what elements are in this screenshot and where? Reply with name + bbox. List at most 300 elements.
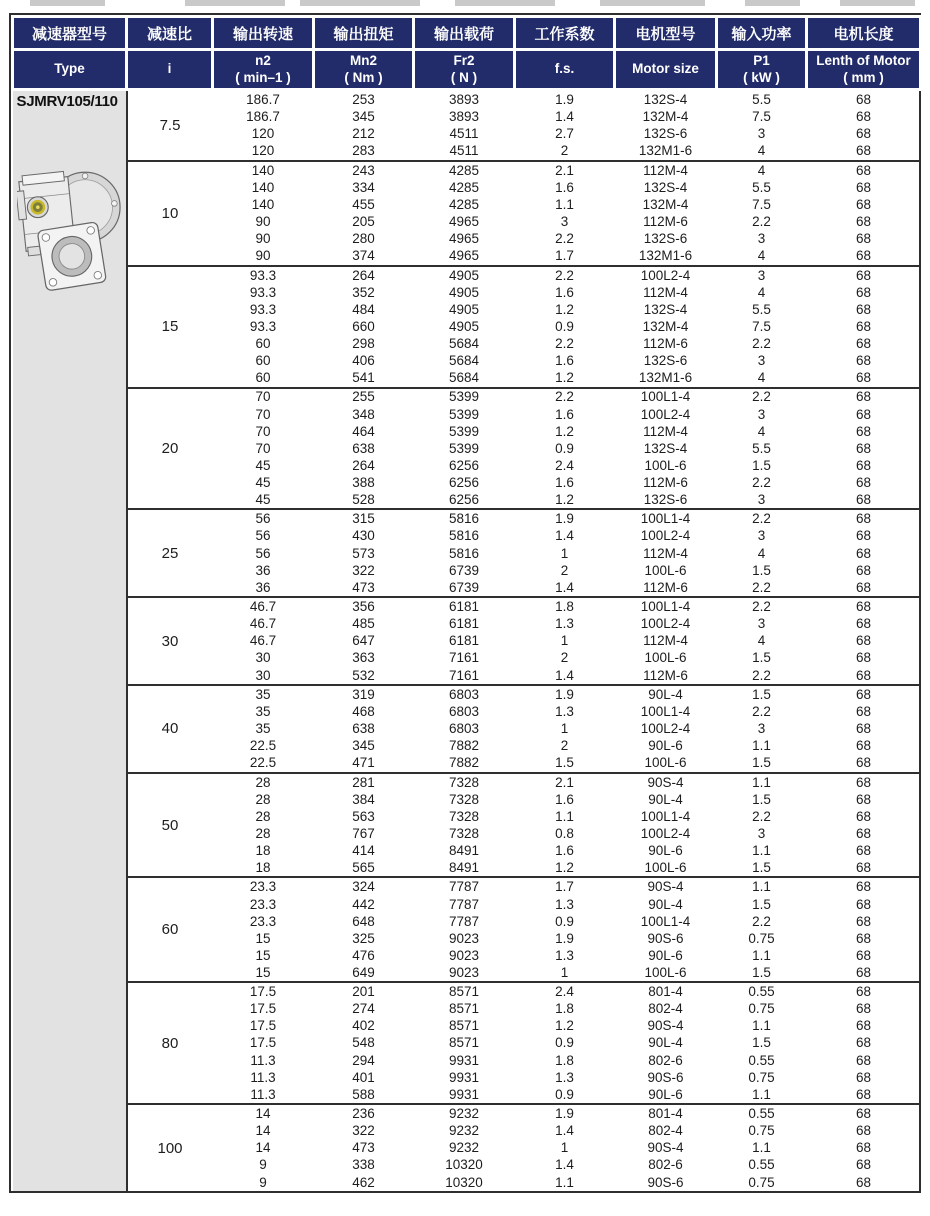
data-cell: 100L2-4 [640,825,691,841]
data-cell: 68 [807,266,921,284]
data-cell: 334 [352,179,375,195]
header-zh-col-2: 输出转速 [213,17,314,50]
data-cell: 325 [352,930,375,946]
data-cell: 6739 [448,562,480,578]
data-cell: 1.9 [515,685,615,703]
data-cell: 68 [855,126,872,142]
data-cell: 648 [352,913,375,929]
data-cell: 68 [855,1174,872,1190]
data-cell: 68 [807,1104,921,1122]
data-cell: 60 [255,370,271,386]
data-cell: 8571 [448,1018,480,1034]
data-cell: 647 [352,633,375,649]
data-cell: 100L1-4 [615,388,717,406]
data-cell: 112M-4 [615,161,717,179]
data-cell: 1.5 [752,791,771,807]
header-zh-col-4: 输出载荷 [414,17,515,50]
data-cell: 90S-6 [647,1174,684,1190]
data-cell: 9931 [448,1086,480,1102]
data-cell: 4285 [448,179,480,195]
data-cell: 485 [352,616,375,632]
data-cell: 2.7 [555,126,574,142]
data-cell: 3 [560,214,569,230]
data-cell: 100L2-4 [640,721,691,737]
data-cell: 112M-4 [643,423,688,439]
ratio-cell: 10 [127,161,213,266]
data-cell: 68 [855,808,872,824]
data-cell: 5816 [448,528,480,544]
data-cell: 4 [757,248,766,264]
ratio-cell: 40 [127,685,213,773]
data-cell: 5.5 [752,301,771,317]
data-cell: 1.8 [555,1001,574,1017]
data-cell: 532 [352,667,375,683]
data-cell: 68 [855,528,872,544]
header-zh-col-1: 减速比 [127,17,213,50]
data-cell: 201 [314,982,414,1000]
data-cell: 4905 [448,301,480,317]
header-en-col-5: f.s. [515,50,615,90]
data-cell: 68 [855,335,872,351]
data-cell: 68 [855,231,872,247]
data-cell: 100L1-4 [615,509,717,527]
data-cell: 68 [855,440,872,456]
table-row [13,266,921,284]
data-cell: 1.1 [752,1140,771,1156]
data-cell: 264 [352,457,375,473]
data-cell: 68 [855,633,872,649]
data-cell: 14 [255,1140,271,1156]
scan-artifact [840,0,915,6]
data-cell: 638 [352,721,375,737]
data-cell: 68 [855,457,872,473]
data-cell: 9023 [448,964,480,980]
data-cell: 298 [352,335,375,351]
data-cell: 1.2 [555,491,574,507]
data-cell: 363 [352,650,375,666]
header-en-col-4: Fr2 ( N ) [414,50,515,90]
data-cell: 4 [717,161,807,179]
data-cell: 100L-6 [644,964,687,980]
scan-artifact [600,0,705,6]
table-row [13,1104,921,1122]
data-cell: 8571 [448,1001,480,1017]
data-cell: 15 [255,930,271,946]
data-cell: 2.2 [555,231,574,247]
data-cell: 1.3 [555,947,574,963]
data-cell: 2.2 [752,579,771,595]
data-cell: 68 [855,179,872,195]
data-cell: 93.3 [249,318,277,334]
ratio-cell: 80 [127,982,213,1104]
data-cell: 100L-6 [644,562,687,578]
data-cell: 68 [855,860,872,876]
data-cell: 68 [855,352,872,368]
data-cell: 1.8 [515,597,615,615]
data-cell: 1.3 [555,896,574,912]
data-cell: 2.2 [515,388,615,406]
data-cell: 132M-4 [642,318,689,334]
data-cell: 0.75 [748,1174,775,1190]
data-cell: 3 [757,528,766,544]
data-cell: 4965 [448,231,480,247]
data-cell: 243 [314,161,414,179]
data-cell: 283 [352,143,375,159]
data-cell: 120 [251,143,275,159]
data-cell: 0.55 [748,1052,775,1068]
header-en-col-1: i [127,50,213,90]
ratio-cell: 25 [127,509,213,597]
data-cell: 801-4 [615,1104,717,1122]
data-cell: 281 [314,773,414,791]
data-cell: 6803 [448,721,480,737]
data-cell: 6739 [448,579,480,595]
data-cell: 1.1 [752,738,771,754]
data-cell: 4905 [448,284,480,300]
data-cell: 9232 [448,1123,480,1139]
data-cell: 5816 [448,545,480,561]
data-cell: 112M-6 [643,474,688,490]
table-row [13,509,921,527]
data-cell: 68 [855,721,872,737]
table-row [13,597,921,615]
data-cell: 7787 [448,896,480,912]
data-cell: 132S-4 [643,91,688,107]
data-cell: 132M1-6 [638,370,693,386]
data-cell: 2.2 [752,913,771,929]
data-cell: 1.2 [555,370,574,386]
data-cell: 1.5 [752,896,771,912]
data-cell: 46.7 [249,633,277,649]
data-cell: 68 [855,964,872,980]
data-cell: 5399 [448,406,480,422]
data-cell: 2.2 [752,335,771,351]
data-cell: 255 [314,388,414,406]
data-cell: 68 [855,913,872,929]
data-cell: 1.1 [752,947,771,963]
data-cell: 100L1-4 [640,913,691,929]
data-cell: 2.2 [717,597,807,615]
data-cell: 1.4 [555,528,574,544]
gearbox-product-image [13,149,126,310]
data-cell: 3 [757,406,766,422]
data-cell: 6803 [414,685,515,703]
data-cell: 36 [255,579,271,595]
data-cell: 28 [255,791,271,807]
data-cell: 9931 [448,1052,480,1068]
data-cell: 2.2 [555,335,574,351]
data-cell: 132S-4 [643,301,688,317]
data-cell: 0.9 [555,913,574,929]
data-cell: 68 [855,248,872,264]
header-zh-col-6: 电机型号 [615,17,717,50]
data-cell: 68 [807,982,921,1000]
data-cell: 7787 [414,877,515,895]
data-cell: 1.5 [752,964,771,980]
data-cell: 6256 [448,457,480,473]
data-cell: 6256 [448,491,480,507]
header-zh-col-3: 输出扭矩 [314,17,414,50]
data-cell: 1.2 [555,301,574,317]
data-cell: 68 [855,1140,872,1156]
data-cell: 93.3 [213,266,314,284]
data-cell: 68 [855,1052,872,1068]
data-cell: 9 [259,1157,267,1173]
data-cell: 345 [352,738,375,754]
data-cell: 100L1-4 [640,808,691,824]
data-cell: 573 [352,545,375,561]
data-cell: 649 [352,964,375,980]
ratio-cell: 60 [127,877,213,982]
data-cell: 2 [560,738,569,754]
data-cell: 1.4 [555,579,574,595]
data-cell: 68 [855,1001,872,1017]
data-cell: 100L-6 [644,755,687,771]
data-cell: 68 [855,474,872,490]
data-cell: 1.5 [752,755,771,771]
data-cell: 23.3 [249,896,277,912]
data-cell: 4511 [449,143,479,159]
data-cell: 4 [757,284,766,300]
data-cell: 70 [213,388,314,406]
spec-table-body [13,90,921,1192]
header-en-col-8: Lenth of Motor ( mm ) [807,50,921,90]
data-cell: 90L-4 [648,791,683,807]
data-cell: 9931 [448,1069,480,1085]
data-cell: 8491 [448,860,480,876]
data-cell: 0.9 [555,440,574,456]
data-cell: 9232 [448,1140,480,1156]
data-cell: 68 [855,650,872,666]
data-cell: 68 [855,143,872,159]
data-cell: 1.6 [555,352,574,368]
data-cell: 1.1 [717,773,807,791]
data-cell: 132S-6 [643,126,688,142]
data-cell: 7328 [448,808,480,824]
data-cell: 9232 [414,1104,515,1122]
data-cell: 90S-4 [647,1140,684,1156]
data-cell: 0.8 [555,825,574,841]
data-cell: 1.2 [555,423,574,439]
data-cell: 2.2 [515,266,615,284]
data-cell: 802-6 [648,1052,683,1068]
table-row [13,161,921,179]
data-cell: 100L2-4 [640,406,691,422]
data-cell: 473 [352,579,375,595]
data-cell: 356 [314,597,414,615]
data-cell: 1.1 [555,808,574,824]
data-cell: 35 [255,703,271,719]
header-en-col-0: Type [13,50,127,90]
data-cell: 68 [807,685,921,703]
data-cell: 0.75 [748,930,775,946]
data-cell: 22.5 [249,738,277,754]
data-cell: 468 [352,703,375,719]
data-cell: 18 [255,860,271,876]
data-cell: 0.55 [717,1104,807,1122]
data-cell: 68 [855,406,872,422]
data-cell: 14 [213,1104,314,1122]
table-row [13,982,921,1000]
data-cell: 68 [855,703,872,719]
header-zh-col-7: 输入功率 [717,17,807,50]
data-cell: 1.8 [555,1052,574,1068]
table-row [13,877,921,895]
data-cell: 68 [855,196,872,212]
data-cell: 112M-6 [643,667,688,683]
header-en-col-3: Mn2 ( Nm ) [314,50,414,90]
data-cell: 68 [855,1157,872,1173]
data-cell: 0.9 [555,1035,574,1051]
data-cell: 294 [352,1052,375,1068]
header-zh-col-8: 电机长度 [807,17,921,50]
data-cell: 3 [757,352,766,368]
data-cell: 660 [352,318,375,334]
data-cell: 7882 [448,755,480,771]
data-cell: 0.55 [748,1157,775,1173]
data-cell: 70 [255,440,271,456]
data-cell: 70 [255,406,271,422]
data-cell: 90S-4 [615,877,717,895]
data-cell: 132M1-6 [638,143,693,159]
data-cell: 100L2-4 [640,616,691,632]
gear-reducer-spec-table [11,15,922,1191]
data-cell: 6181 [414,597,515,615]
data-cell: 402 [352,1018,375,1034]
data-cell: 1.4 [555,109,574,125]
ratio-cell: 7.5 [159,116,181,134]
data-cell: 5684 [448,352,480,368]
data-cell: 90L-6 [648,738,683,754]
data-cell: 1.5 [752,457,771,473]
data-cell: 68 [855,667,872,683]
data-cell: 1.5 [555,755,574,771]
data-cell: 0.75 [748,1123,775,1139]
data-cell: 1.4 [555,1157,574,1173]
data-cell: 2.2 [752,808,771,824]
data-cell: 5.5 [752,179,771,195]
data-cell: 374 [352,248,375,264]
data-cell: 112M-6 [643,579,688,595]
data-cell: 1.3 [555,1069,574,1085]
data-cell: 68 [855,825,872,841]
data-cell: 68 [855,791,872,807]
table-row [13,90,921,109]
data-cell: 68 [855,1035,872,1051]
data-cell: 60 [255,352,271,368]
data-cell: 4 [757,423,766,439]
data-cell: 414 [352,842,375,858]
data-cell: 3 [757,231,766,247]
data-cell: 2.2 [752,703,771,719]
data-cell: 132M-4 [642,196,689,212]
data-cell: 4965 [448,214,480,230]
data-cell: 802-4 [648,1123,683,1139]
data-cell: 455 [352,196,375,212]
data-cell: 7.5 [752,109,771,125]
data-cell: 112M-4 [643,545,688,561]
data-cell: 462 [352,1174,375,1190]
data-cell: 68 [807,388,921,406]
data-cell: 324 [314,877,414,895]
data-cell: 68 [807,773,921,791]
data-cell: 90S-6 [647,930,684,946]
data-cell: 17.5 [213,982,314,1000]
data-cell: 1.3 [555,703,574,719]
data-cell: 2.2 [752,667,771,683]
data-cell: 3 [757,126,766,142]
data-cell: 280 [352,231,375,247]
data-cell: 2.2 [752,214,771,230]
data-cell: 17.5 [249,1018,277,1034]
data-cell: 132S-4 [643,179,688,195]
scan-artifact [300,0,420,6]
data-cell: 15 [255,964,271,980]
scan-artifact [185,0,285,6]
data-cell: 140 [251,196,275,212]
data-cell: 541 [352,370,375,386]
data-cell: 1 [560,721,569,737]
data-cell: 68 [855,738,872,754]
data-cell: 93.3 [249,284,277,300]
data-cell: 5399 [448,423,480,439]
data-cell: 2.2 [717,509,807,527]
data-cell: 3 [757,721,766,737]
data-cell: 112M-4 [643,284,688,300]
data-cell: 68 [855,930,872,946]
data-cell: 11.3 [250,1052,276,1068]
header-zh-col-0: 减速器型号 [13,17,127,50]
data-cell: 60 [255,335,271,351]
data-cell: 68 [855,842,872,858]
data-cell: 1.3 [555,616,574,632]
data-cell: 528 [352,491,375,507]
data-cell: 1.5 [752,562,771,578]
data-cell: 2.4 [555,457,574,473]
data-cell: 30 [255,667,271,683]
data-cell: 90L-4 [615,685,717,703]
data-cell: 236 [314,1104,414,1122]
data-cell: 348 [352,406,375,422]
data-cell: 132M-4 [642,109,689,125]
data-cell: 0.75 [748,1069,775,1085]
data-cell: 56 [213,509,314,527]
data-cell: 1 [560,964,569,980]
data-cell: 1 [560,633,569,649]
data-cell: 1.5 [717,685,807,703]
data-cell: 4 [757,545,766,561]
data-cell: 100L-6 [644,860,687,876]
data-cell: 68 [855,1018,872,1034]
data-cell: 1.1 [752,1018,771,1034]
data-cell: 68 [855,423,872,439]
data-cell: 7161 [448,650,480,666]
data-cell: 8571 [414,982,515,1000]
data-cell: 4 [757,633,766,649]
data-cell: 68 [807,509,921,527]
data-cell: 212 [352,126,375,142]
data-cell: 90S-4 [647,1018,684,1034]
data-cell: 68 [807,877,921,895]
data-cell: 70 [255,423,271,439]
data-cell: 3 [717,266,807,284]
data-cell: 638 [352,440,375,456]
data-cell: 36 [255,562,271,578]
data-cell: 90 [255,248,271,264]
data-cell: 140 [213,161,314,179]
data-cell: 388 [352,474,375,490]
data-cell: 565 [352,860,375,876]
